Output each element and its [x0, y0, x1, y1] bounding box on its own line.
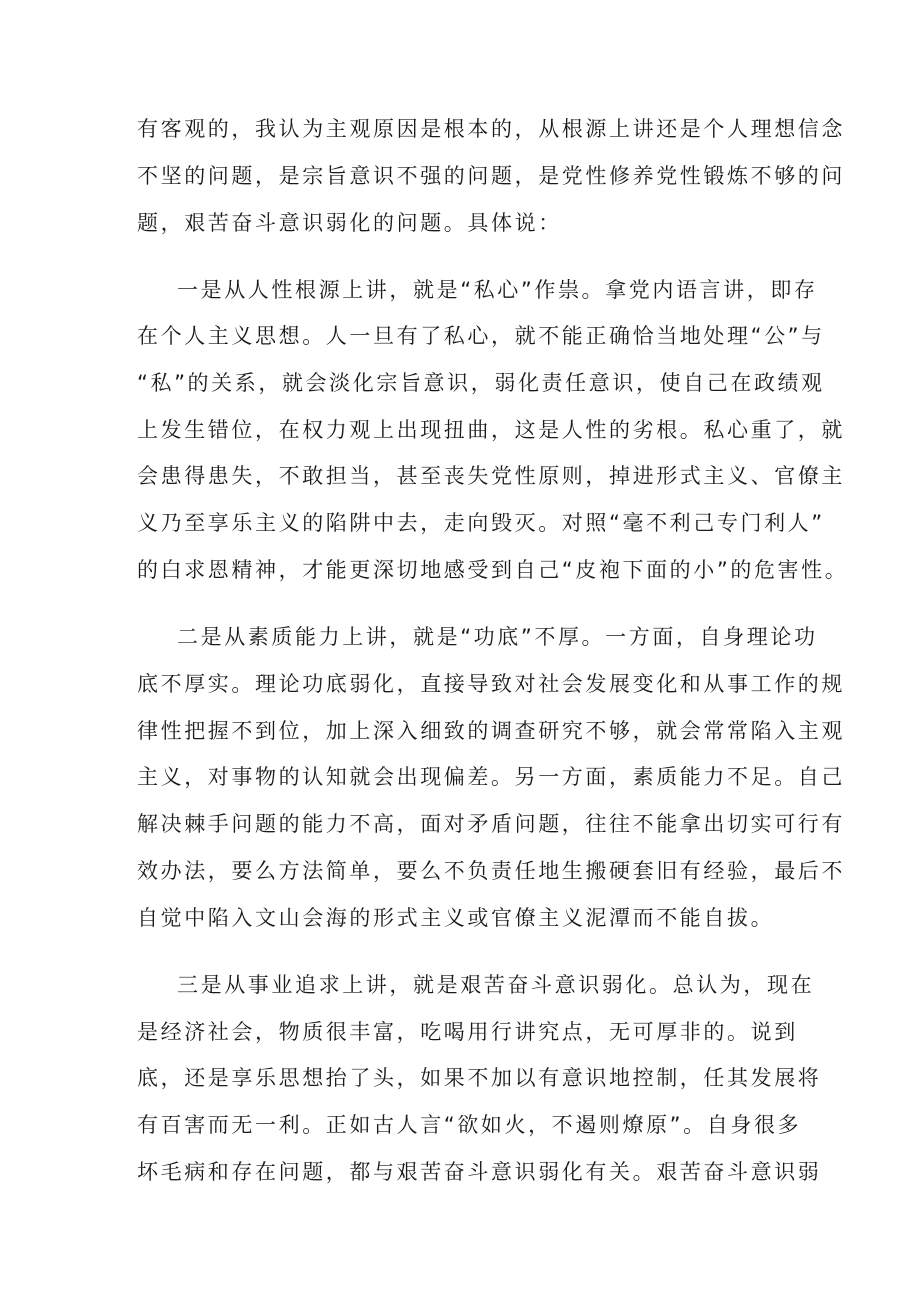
paragraph-line: 会患得患失，不敢担当，甚至丧失党性原则，掉进形式主义、官僚主 [137, 464, 845, 488]
paragraph-line: 的白求恩精神，才能更深切地感受到自己“皮袍下面的小”的危害性。 [137, 558, 849, 582]
paragraph-line: 有客观的，我认为主观原因是根本的，从根源上讲还是个人理想信念 [137, 117, 845, 141]
paragraph-line: 在个人主义思想。人一旦有了私心，就不能正确恰当地处理“公”与 [137, 324, 825, 348]
paragraph-line: 律性把握不到位，加上深入细致的调查研究不够，就会常常陷入主观 [137, 719, 845, 743]
paragraph-line: 义乃至享乐主义的陷阱中去，走向毁灭。对照“毫不利己专门利人” [137, 511, 825, 535]
paragraph-line: 上发生错位，在权力观上出现扭曲，这是人性的劣根。私心重了，就 [137, 418, 845, 442]
paragraph-line: 底不厚实。理论功底弱化，直接导致对社会发展变化和从事工作的规 [137, 672, 845, 696]
paragraph-line: 自觉中陷入文山会海的形式主义或官僚主义泥潭而不能自拔。 [137, 906, 775, 930]
paragraph-line: 解决棘手问题的能力不高，面对矛盾问题，往往不能拿出切实可行有 [137, 812, 845, 836]
paragraph-line: 底，还是享乐思想抬了头，如果不加以有意识地控制，任其发展将 [137, 1066, 822, 1090]
paragraph-line: “私”的关系，就会淡化宗旨意识，弱化责任意识，使自己在政绩观 [137, 371, 825, 395]
paragraph-line: 二是从素质能力上讲，就是“功底”不厚。一方面，自身理论功 [177, 625, 818, 649]
paragraph-line: 题，艰苦奋斗意识弱化的问题。具体说： [137, 211, 562, 235]
paragraph-line: 三是从事业追求上讲，就是艰苦奋斗意识弱化。总认为，现在 [177, 973, 815, 997]
paragraph-line: 不坚的问题，是宗旨意识不强的问题，是党性修养党性锻炼不够的问 [137, 164, 845, 188]
paragraph-line: 主义，对事物的认知就会出现偏差。另一方面，素质能力不足。自己 [137, 765, 845, 789]
paragraph-line: 有百害而无一利。正如古人言“欲如火，不遏则燎原”。自身很多 [137, 1113, 802, 1137]
paragraph-line: 效办法，要么方法简单，要么不负责任地生搬硬套旧有经验，最后不 [137, 859, 845, 883]
paragraph-line: 一是从人性根源上讲，就是“私心”作祟。拿党内语言讲，即存 [177, 278, 818, 302]
paragraph-line: 是经济社会，物质很丰富，吃喝用行讲究点，无可厚非的。说到 [137, 1020, 798, 1044]
paragraph-line: 坏毛病和存在问题，都与艰苦奋斗意识弱化有关。艰苦奋斗意识弱 [137, 1160, 822, 1184]
